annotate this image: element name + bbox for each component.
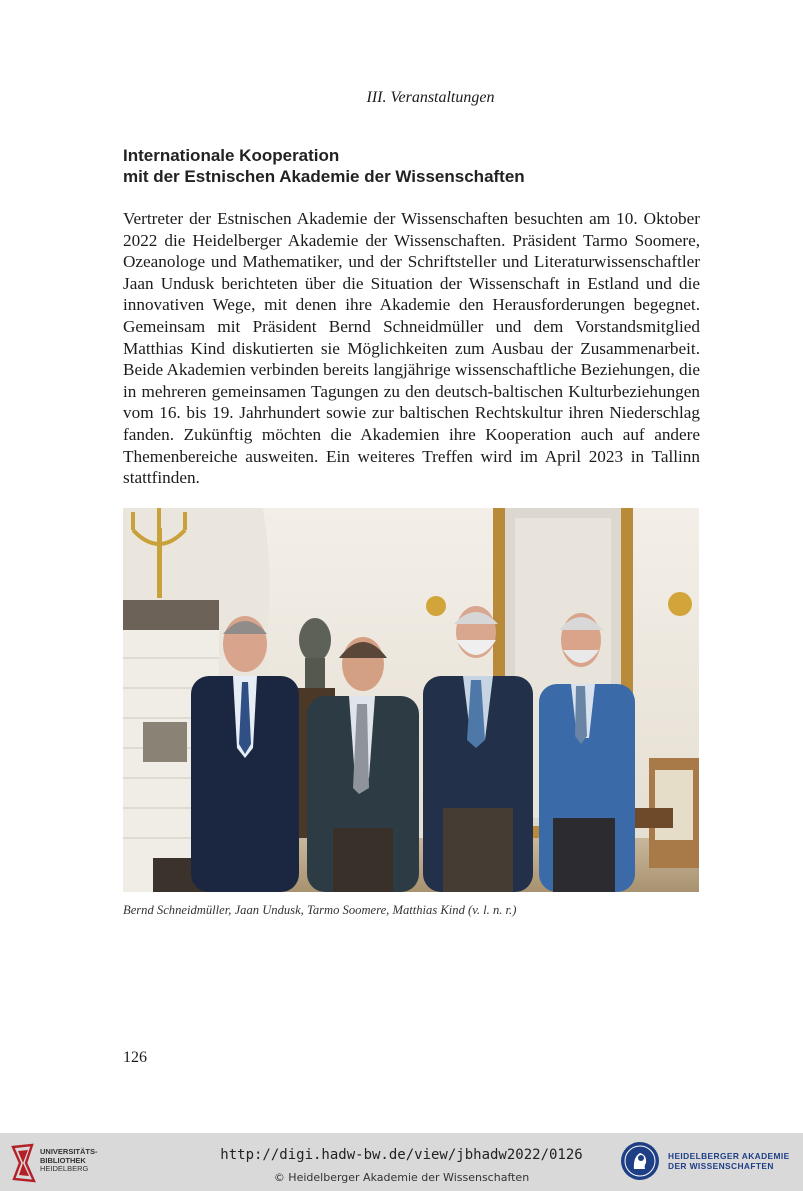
group-photo [123, 508, 699, 892]
footer-copyright: © Heidelberger Akademie der Wissenschaften [273, 1171, 530, 1184]
running-head: III. Veranstaltungen [366, 89, 495, 106]
article-body: Vertreter der Estnischen Akademie der Wissenschaften besuchten am 10. Oktober 2022 die Heidelberger Akademie der Wissenschaften. Präsident Tarmo Soomere, Ozeanologe und Mathematiker, und der Schriftsteller und Literaturwissenschaftler Jaan Undusk berichteten über die Situation der Wissenschaft in Estland und die innovativen Wege, mit denen ihre Akademie den Herausforderungen begegnet. Gemeinsam mit Präsident Bernd Schneidmüller und dem Vorstandsmitglied Matthias Kind diskutierten sie Möglichkeiten zum Ausbau der Zusammenarbeit. Beide Akademien verbinden bereits langjährige wissenschaftliche Beziehungen, die in mehreren gemeinsamen Tagungen zu den deutsch-baltischen Kulturbeziehungen vom 16. bis 19. Jahrhundert sowie zur baltischen Rechtskultur ihren Niederschlag fanden. Zukünftig möchten die Akademien ihre Kooperation auch auf andere Themenbereiche ausweiten. Ein weiteres Treffen wird im April 2023 in Tallinn stattfinden. [123, 209, 700, 488]
academy-name-line-1: HEIDELBERGER AKADEMIE [668, 1151, 790, 1161]
library-name-line-2: BIBLIOTHEK [40, 1155, 86, 1165]
page-number: 126 [123, 1049, 147, 1066]
article-heading-line-1: Internationale Kooperation [123, 146, 340, 165]
academy-logo[interactable] [620, 1141, 790, 1181]
article-heading [123, 145, 683, 187]
academy-seal-icon [620, 1141, 660, 1181]
library-name-line-1: UNIVERSITÄTS- [40, 1147, 98, 1156]
footer-url-link[interactable]: http://digi.hadw-bw.de/view/jbhadw2022/0126 [220, 1147, 583, 1163]
library-city: HEIDELBERG [40, 1164, 89, 1173]
article-heading-line-2: mit der Estnischen Akademie der Wissenschaften [123, 167, 525, 186]
footer-bar [0, 1133, 803, 1191]
photo-caption: Bernd Schneidmüller, Jaan Undusk, Tarmo Soomere, Matthias Kind (v. l. n. r.) [123, 903, 517, 917]
academy-name-line-2: DER WISSENSCHAFTEN [668, 1161, 774, 1171]
